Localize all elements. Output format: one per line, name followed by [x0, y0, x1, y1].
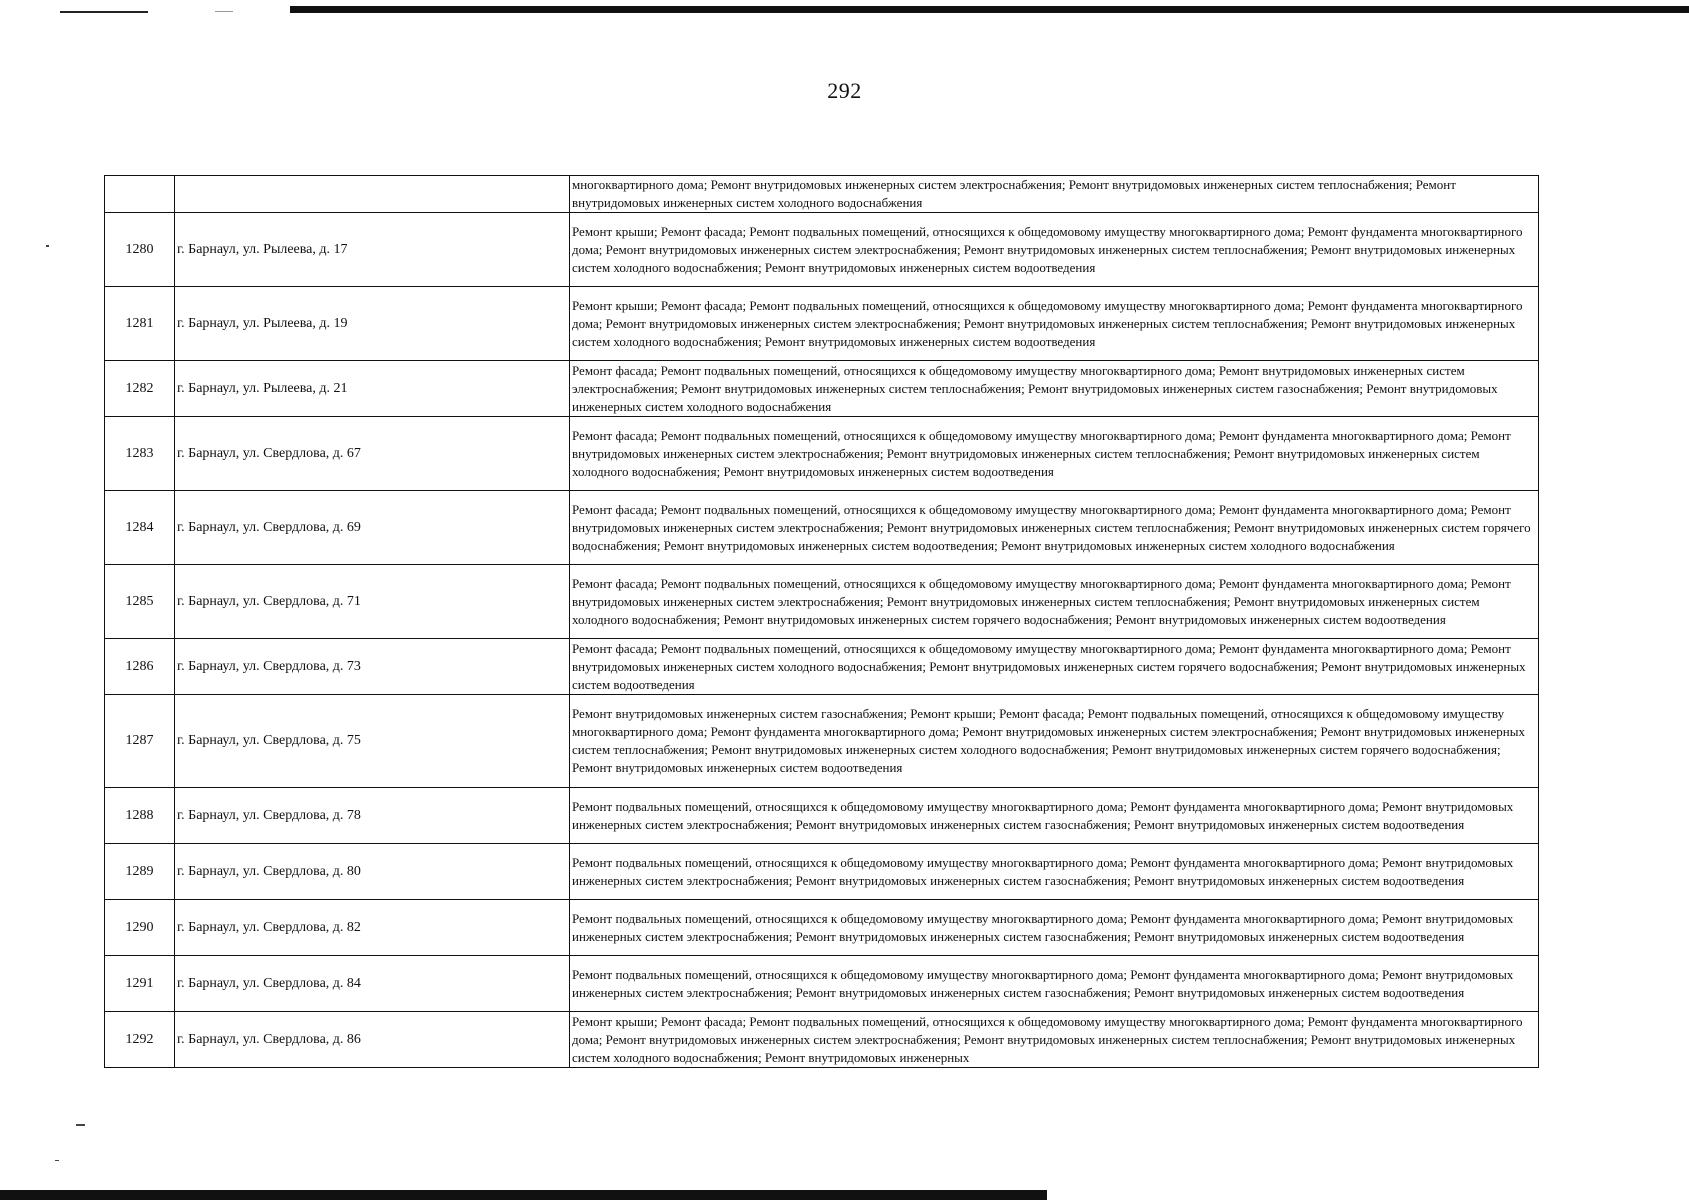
row-works: Ремонт фасада; Ремонт подвальных помещений, относящихся к общедомовому имуществу многоквартирного дома; Ремонт фундамента многоквартирного дома; Ремонт внутридомовых инженерных систем электроснабжения; Ремонт внутридомовых инженерных систем теплоснабжения; Ремонт внутридомовых инженерных систем холодного водоснабжения; Ремонт внутридомовых инженерных систем горячего водоснабжения; Ремонт внутридомовых инженерных систем водоотведения [570, 565, 1539, 639]
table-row [105, 361, 1539, 417]
repair-register-table [104, 175, 1539, 1068]
page-number: 292 [827, 78, 862, 103]
row-address: г. Барнаул, ул. Свердлова, д. 75 [175, 695, 570, 788]
table-row [105, 639, 1539, 695]
row-address: г. Барнаул, ул. Свердлова, д. 71 [175, 565, 570, 639]
row-address: г. Барнаул, ул. Рылеева, д. 17 [175, 213, 570, 287]
row-number: 1288 [105, 788, 175, 844]
row-address [175, 176, 570, 213]
row-works: Ремонт подвальных помещений, относящихся к общедомовому имуществу многоквартирного дома; Ремонт фундамента многоквартирного дома; Ремонт внутридомовых инженерных систем электроснабжения; Ремонт внутридомовых инженерных систем газоснабжения; Ремонт внутридомовых инженерных систем водоотведения [570, 900, 1539, 956]
table-row [105, 956, 1539, 1012]
table-row [105, 176, 1539, 213]
row-works: Ремонт фасада; Ремонт подвальных помещений, относящихся к общедомовому имуществу многоквартирного дома; Ремонт фундамента многоквартирного дома; Ремонт внутридомовых инженерных систем холодного водоснабжения; Ремонт внутридомовых инженерных систем горячего водоснабжения; Ремонт внутридомовых инженерных систем водоотведения [570, 639, 1539, 695]
row-number: 1292 [105, 1012, 175, 1068]
row-number: 1286 [105, 639, 175, 695]
table-row [105, 788, 1539, 844]
table-row [105, 213, 1539, 287]
row-works: Ремонт фасада; Ремонт подвальных помещений, относящихся к общедомовому имуществу многоквартирного дома; Ремонт фундамента многоквартирного дома; Ремонт внутридомовых инженерных систем электроснабжения; Ремонт внутридомовых инженерных систем теплоснабжения; Ремонт внутридомовых инженерных систем горячего водоснабжения; Ремонт внутридомовых инженерных систем водоотведения; Ремонт внутридомовых инженерных систем холодного водоснабжения [570, 491, 1539, 565]
row-works: Ремонт внутридомовых инженерных систем газоснабжения; Ремонт крыши; Ремонт фасада; Ремонт подвальных помещений, относящихся к общедомовому имуществу многоквартирного дома; Ремонт фундамента многоквартирного дома; Ремонт внутридомовых инженерных систем электроснабжения; Ремонт внутридомовых инженерных систем теплоснабжения; Ремонт внутридомовых инженерных систем холодного водоснабжения; Ремонт внутридомовых инженерных систем горячего водоснабжения; Ремонт внутридомовых инженерных систем водоотведения [570, 695, 1539, 788]
table-row [105, 695, 1539, 788]
table-row [105, 844, 1539, 900]
scan-speck [55, 1160, 59, 1161]
row-number: 1285 [105, 565, 175, 639]
row-works: Ремонт крыши; Ремонт фасада; Ремонт подвальных помещений, относящихся к общедомовому имуществу многоквартирного дома; Ремонт фундамента многоквартирного дома; Ремонт внутридомовых инженерных систем электроснабжения; Ремонт внутридомовых инженерных систем теплоснабжения; Ремонт внутридомовых инженерных систем холодного водоснабжения; Ремонт внутридомовых инженерных [570, 1012, 1539, 1068]
row-address: г. Барнаул, ул. Свердлова, д. 80 [175, 844, 570, 900]
table-body [105, 176, 1539, 1068]
row-address: г. Барнаул, ул. Свердлова, д. 82 [175, 900, 570, 956]
row-works: Ремонт подвальных помещений, относящихся к общедомовому имуществу многоквартирного дома; Ремонт фундамента многоквартирного дома; Ремонт внутридомовых инженерных систем электроснабжения; Ремонт внутридомовых инженерных систем газоснабжения; Ремонт внутридомовых инженерных систем водоотведения [570, 844, 1539, 900]
table-row [105, 900, 1539, 956]
table-row [105, 287, 1539, 361]
row-number [105, 176, 175, 213]
row-works: многоквартирного дома; Ремонт внутридомовых инженерных систем электроснабжения; Ремонт внутридомовых инженерных систем теплоснабжения; Ремонт внутридомовых инженерных систем холодного водоснабжения [570, 176, 1539, 213]
scan-top-edge [290, 6, 1689, 13]
row-number: 1287 [105, 695, 175, 788]
scan-edge-mark [60, 11, 148, 13]
table-row [105, 565, 1539, 639]
row-works: Ремонт подвальных помещений, относящихся к общедомовому имуществу многоквартирного дома; Ремонт фундамента многоквартирного дома; Ремонт внутридомовых инженерных систем электроснабжения; Ремонт внутридомовых инженерных систем газоснабжения; Ремонт внутридомовых инженерных систем водоотведения [570, 788, 1539, 844]
row-address: г. Барнаул, ул. Свердлова, д. 73 [175, 639, 570, 695]
table-row [105, 491, 1539, 565]
row-number: 1281 [105, 287, 175, 361]
row-works: Ремонт подвальных помещений, относящихся к общедомовому имуществу многоквартирного дома; Ремонт фундамента многоквартирного дома; Ремонт внутридомовых инженерных систем электроснабжения; Ремонт внутридомовых инженерных систем газоснабжения; Ремонт внутридомовых инженерных систем водоотведения [570, 956, 1539, 1012]
table-row [105, 417, 1539, 491]
row-address: г. Барнаул, ул. Свердлова, д. 86 [175, 1012, 570, 1068]
row-works: Ремонт крыши; Ремонт фасада; Ремонт подвальных помещений, относящихся к общедомовому имуществу многоквартирного дома; Ремонт фундамента многоквартирного дома; Ремонт внутридомовых инженерных систем электроснабжения; Ремонт внутридомовых инженерных систем теплоснабжения; Ремонт внутридомовых инженерных систем холодного водоснабжения; Ремонт внутридомовых инженерных систем водоотведения [570, 287, 1539, 361]
row-address: г. Барнаул, ул. Рылеева, д. 21 [175, 361, 570, 417]
row-address: г. Барнаул, ул. Свердлова, д. 67 [175, 417, 570, 491]
row-number: 1284 [105, 491, 175, 565]
row-works: Ремонт крыши; Ремонт фасада; Ремонт подвальных помещений, относящихся к общедомовому имуществу многоквартирного дома; Ремонт фундамента многоквартирного дома; Ремонт внутридомовых инженерных систем электроснабжения; Ремонт внутридомовых инженерных систем теплоснабжения; Ремонт внутридомовых инженерных систем холодного водоснабжения; Ремонт внутридомовых инженерных систем водоотведения [570, 213, 1539, 287]
row-number: 1291 [105, 956, 175, 1012]
row-address: г. Барнаул, ул. Свердлова, д. 78 [175, 788, 570, 844]
row-works: Ремонт фасада; Ремонт подвальных помещений, относящихся к общедомовому имуществу многоквартирного дома; Ремонт фундамента многоквартирного дома; Ремонт внутридомовых инженерных систем электроснабжения; Ремонт внутридомовых инженерных систем теплоснабжения; Ремонт внутридомовых инженерных систем холодного водоснабжения; Ремонт внутридомовых инженерных систем водоотведения [570, 417, 1539, 491]
row-address: г. Барнаул, ул. Рылеева, д. 19 [175, 287, 570, 361]
scan-speck [46, 245, 49, 247]
row-address: г. Барнаул, ул. Свердлова, д. 84 [175, 956, 570, 1012]
row-number: 1282 [105, 361, 175, 417]
row-number: 1290 [105, 900, 175, 956]
table-row [105, 1012, 1539, 1068]
row-works: Ремонт фасада; Ремонт подвальных помещений, относящихся к общедомовому имуществу многоквартирного дома; Ремонт внутридомовых инженерных систем электроснабжения; Ремонт внутридомовых инженерных систем теплоснабжения; Ремонт внутридомовых инженерных систем газоснабжения; Ремонт внутридомовых инженерных систем холодного водоснабжения [570, 361, 1539, 417]
scan-speck [76, 1124, 85, 1126]
row-number: 1289 [105, 844, 175, 900]
row-number: 1283 [105, 417, 175, 491]
row-address: г. Барнаул, ул. Свердлова, д. 69 [175, 491, 570, 565]
scan-bottom-edge [0, 1190, 1047, 1200]
scan-edge-mark [215, 11, 233, 12]
row-number: 1280 [105, 213, 175, 287]
